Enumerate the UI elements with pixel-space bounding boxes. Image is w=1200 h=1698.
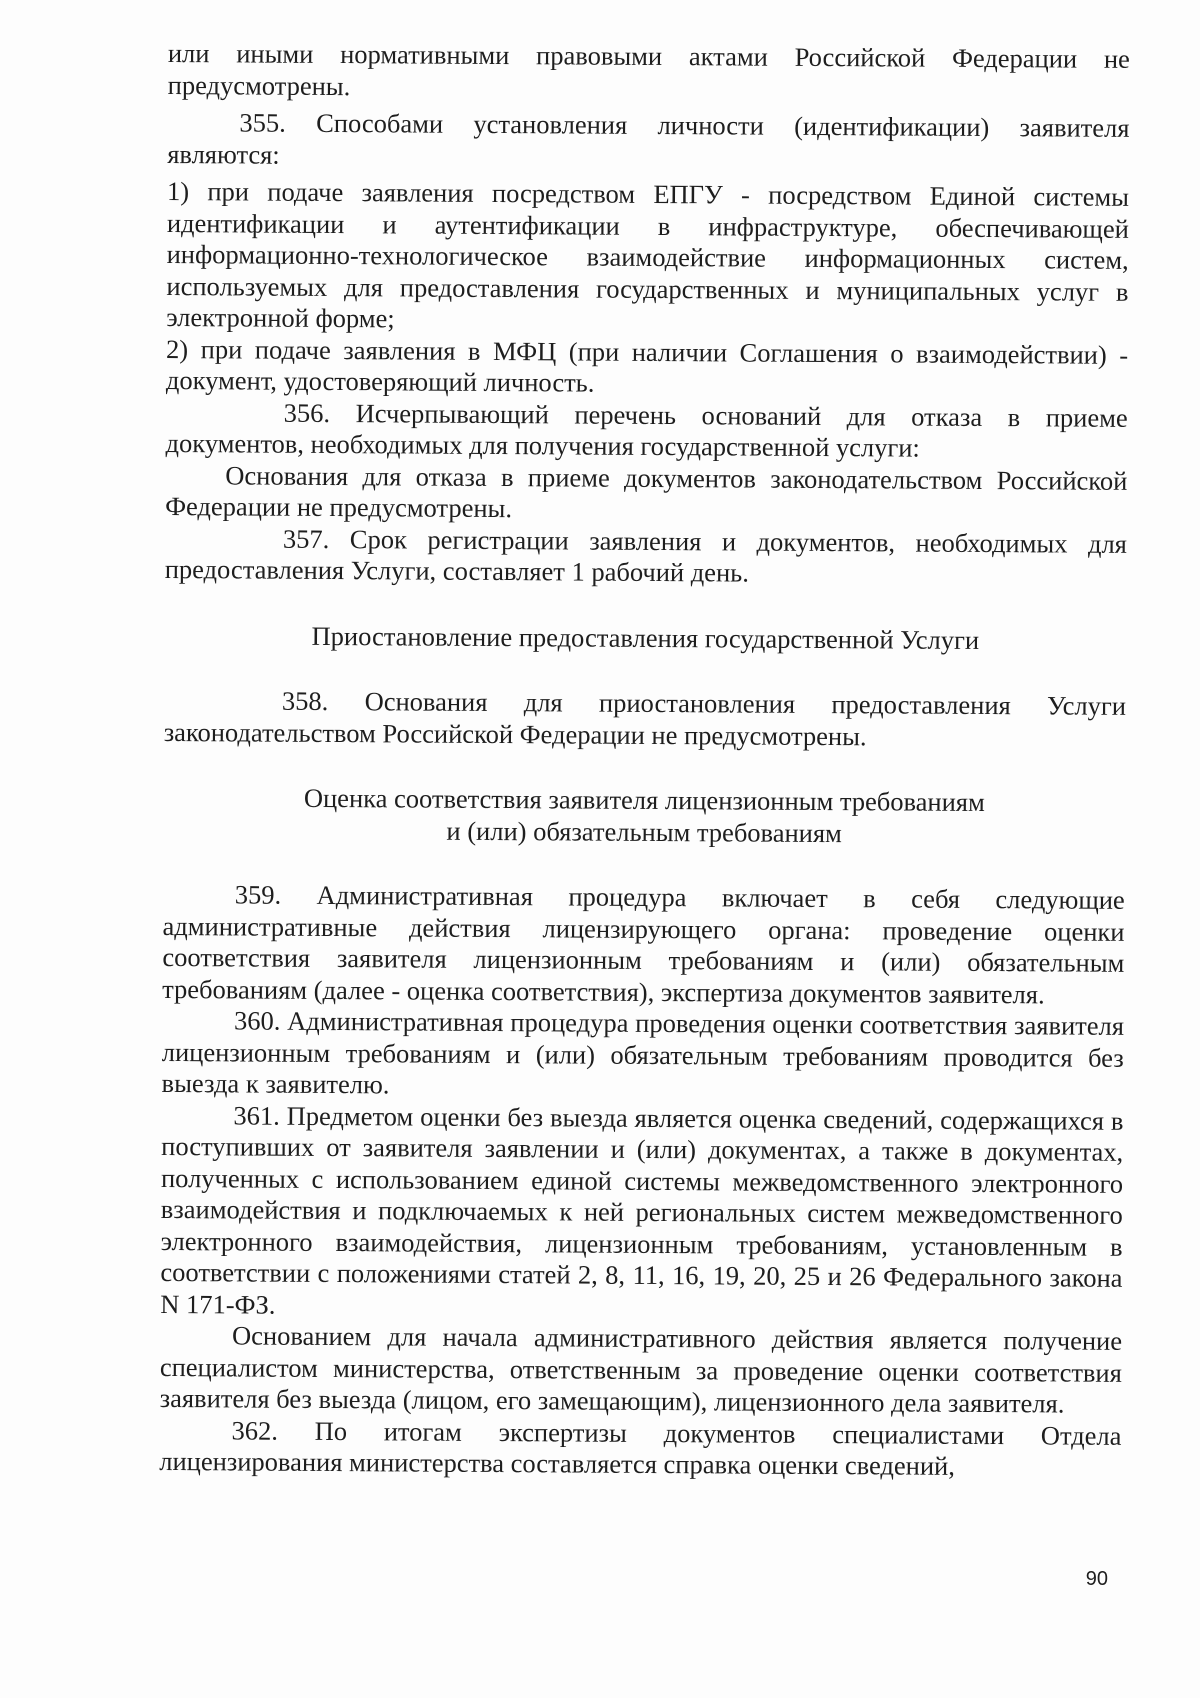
paragraph-355-item-2: 2) при подаче заявления в МФЦ (при наличии Соглашения о взаимодействии) - документ, удостоверяющий личность. xyxy=(165,333,1129,398)
document-body xyxy=(159,38,1130,1483)
paragraph-360: 360. Административная процедура проведения оценки соответствия заявителя лицензионным требованиям и (или) обязательным требованиям проводится без выезда к заявителю. xyxy=(161,1005,1125,1100)
page-number: 90 xyxy=(1085,1568,1108,1590)
section-heading-suspension: Приостановление предоставления государственной Услуги xyxy=(311,620,980,655)
paragraph-356: 356. Исчерпывающий перечень оснований для отказа в приеме документов, необходимых для получения государственной услуги: xyxy=(165,397,1128,463)
paragraph-361: 361. Предметом оценки без выезда является оценка сведений, содержащихся в поступивших от заявителя заявлении и (или) документах, а также в документах, полученных с использованием единой системы межведомственного электронного взаимодействия и подключаемых к ней региональных систем межведомственного электронного взаимодействия, лицензионным требованиям, установленным в соответствии с положениями статей 2, 8, 11, 16, 19, 20, 25 и 26 Федерального закона N 171-ФЗ. xyxy=(160,1099,1124,1320)
paragraph-continuation: или иными нормативными правовыми актами Российской Федерации не предусмотрены. xyxy=(167,38,1130,101)
section-heading-assessment-line1: Оценка соответствия заявителя лицензионным требованиям xyxy=(303,782,985,818)
paragraph-355-item-1: 1) при подаче заявления посредством ЕПГУ - посредством Единой системы идентификации и аутентификации в инфраструктуре, обеспечивающей информационно-технологическое взаимодействие информационных систем, используемых для предоставления государственных и муниципальных услуг в электронной форме; xyxy=(166,175,1130,334)
paragraph-358: 358. Основания для приостановления предоставления Услуги законодательством Российской Федерации не предусмотрены. xyxy=(163,685,1127,751)
section-heading-assessment-line2: и (или) обязательным требованиям xyxy=(446,815,842,848)
paragraph-359: 359. Административная процедура включает в себя следующие административные действия лицензирующего органа: проведение оценки соответствия заявителя лицензионным требованиям и (или) обязательным требованиям (далее - оценка соответствия), экспертиза документов заявителя. xyxy=(162,879,1125,1009)
paragraph-355: 355. Способами установления личности (идентификации) заявителя являются: xyxy=(167,107,1130,170)
paragraph-357: 357. Срок регистрации заявления и документов, необходимых для предоставления Услуги, составляет 1 рабочий день. xyxy=(164,523,1128,588)
paragraph-362: 362. По итогам экспертизы документов специалистами Отдела лицензирования министерства составляется справка оценки сведений, xyxy=(159,1414,1122,1481)
paragraph-361-basis: Основанием для начала административного действия является получение специалистом министерства, ответственным за проведение оценки соответствия заявителя без выезда (лицом, его замещающим), лицензионного дела заявителя. xyxy=(159,1320,1123,1419)
paragraph-356-grounds: Основания для отказа в приеме документов законодательством Российской Федерации не предусмотрены. xyxy=(165,459,1128,524)
